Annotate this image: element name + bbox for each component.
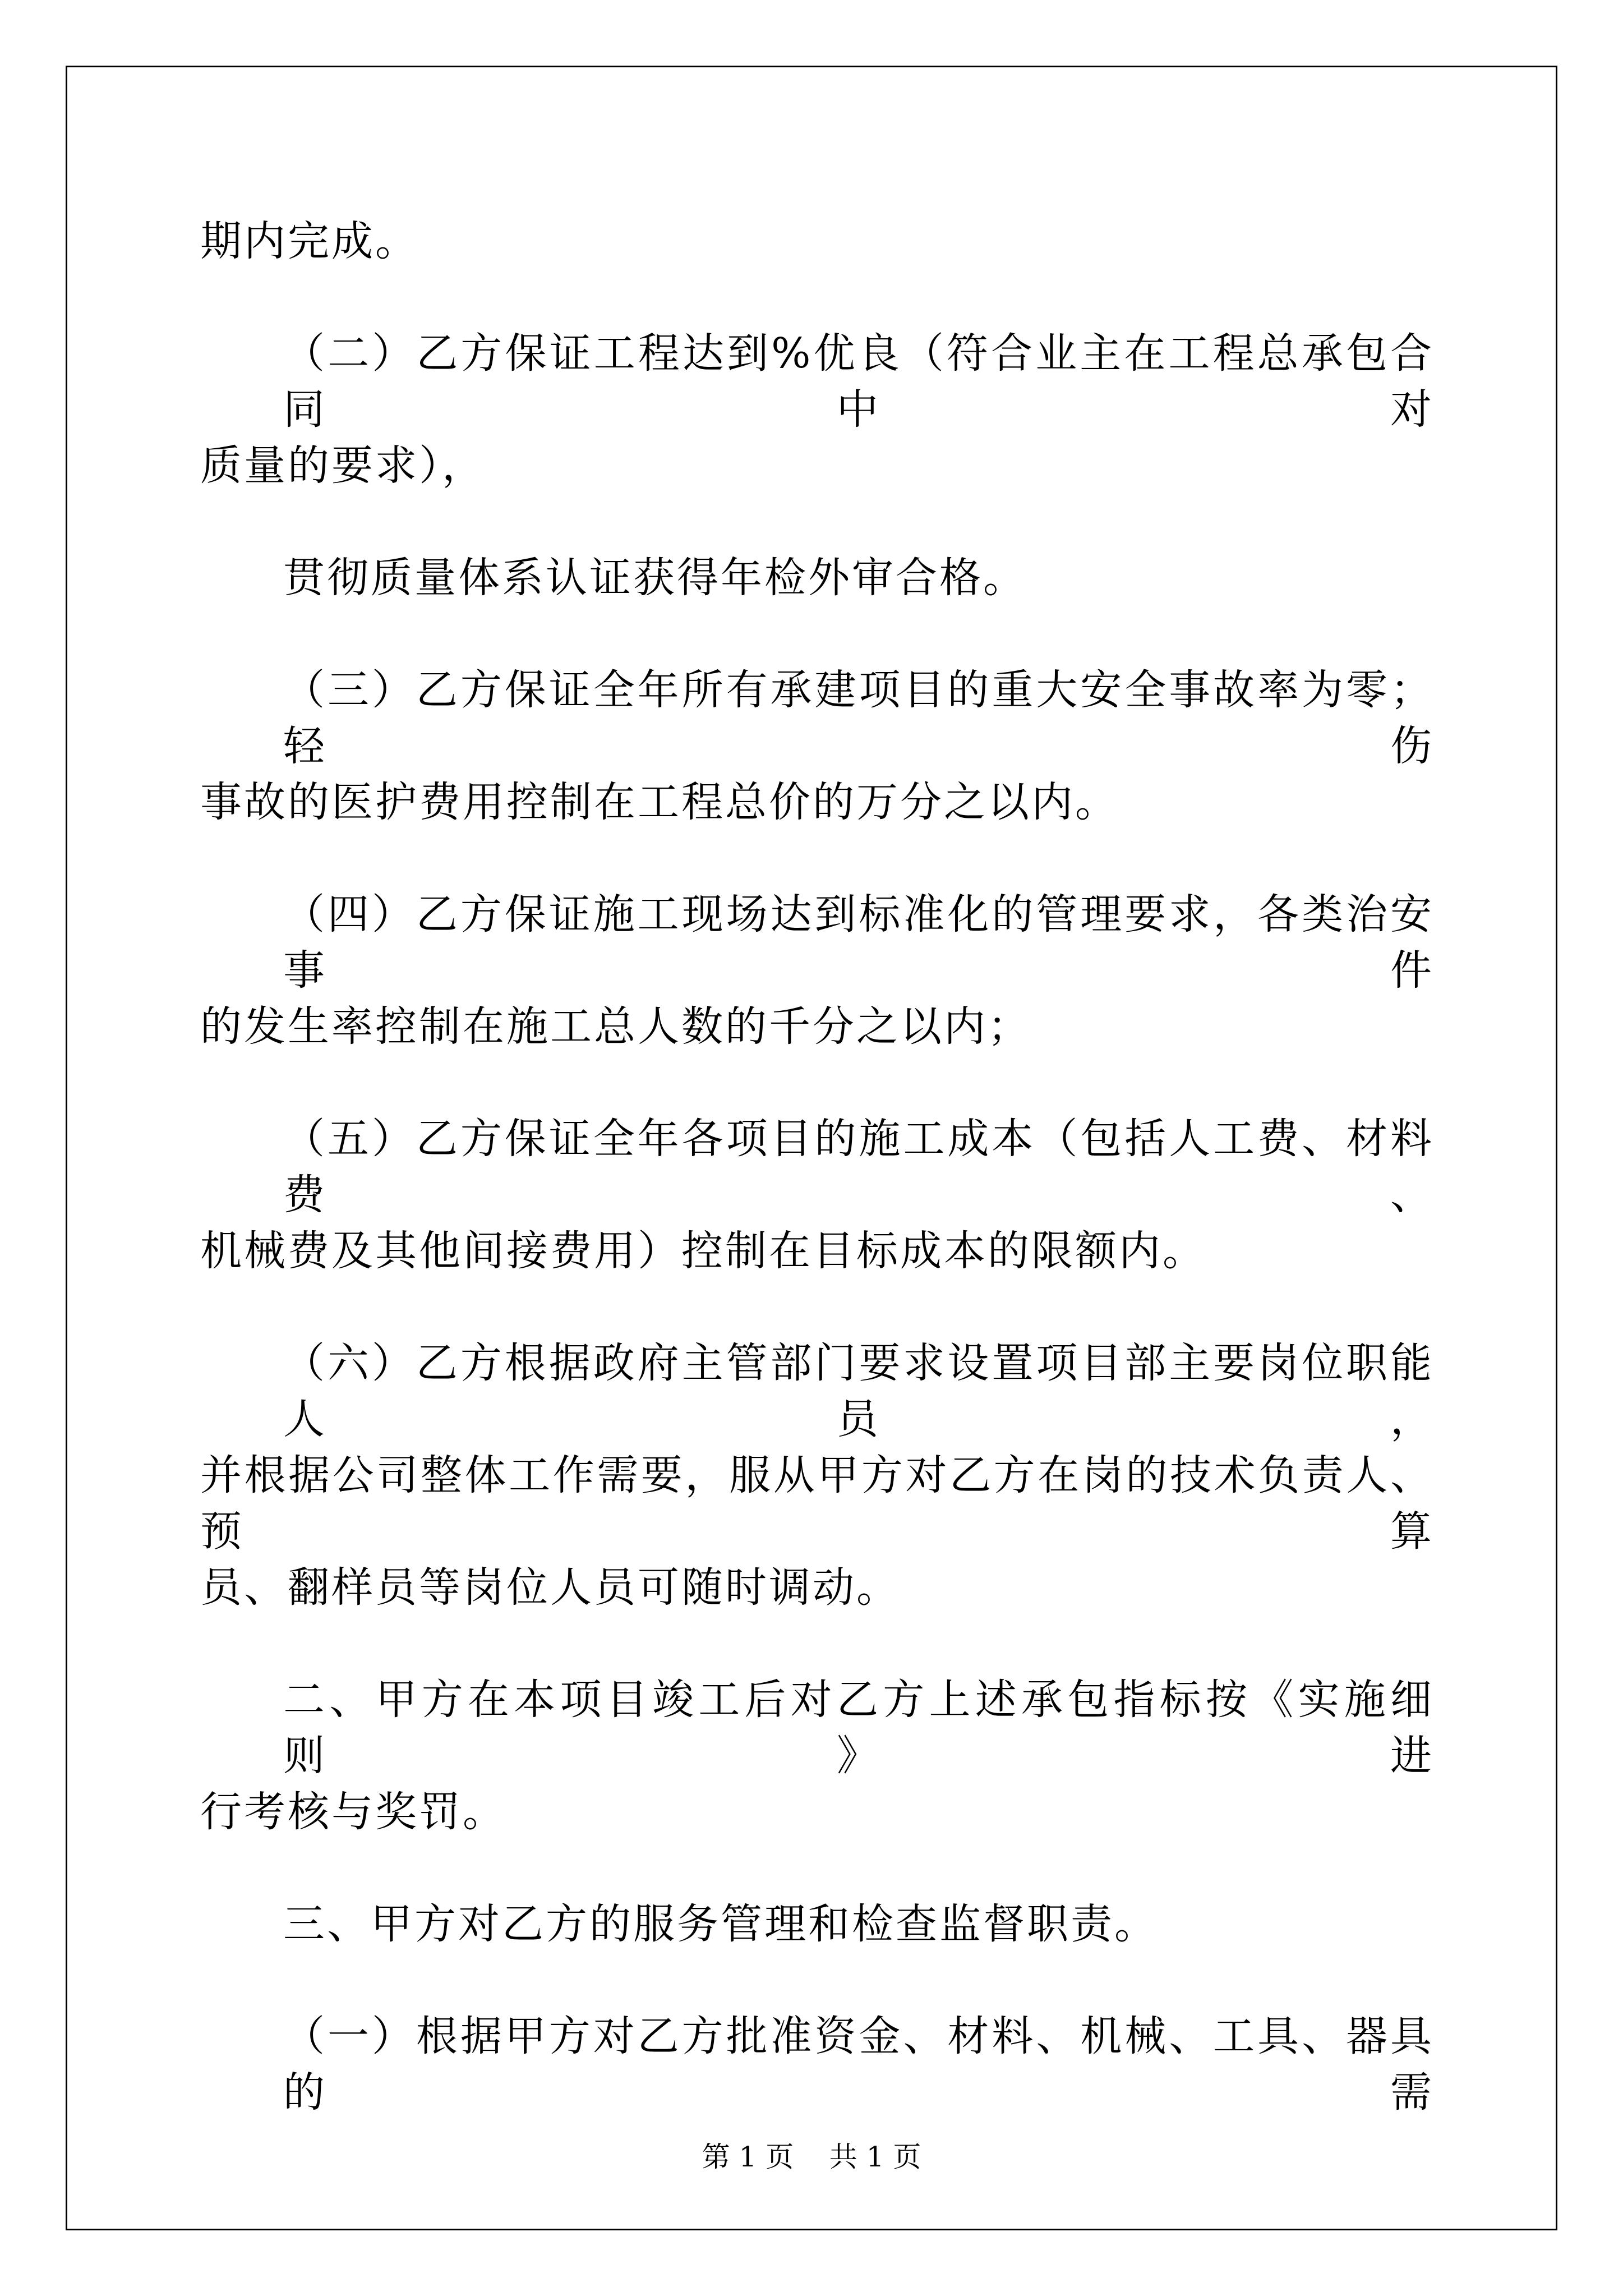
- text-line: 三、甲方对乙方的服务管理和检查监督职责。: [283, 1900, 1158, 1948]
- text-line: 事故的医护费用控制在工程总价的万分之以内。: [200, 778, 1119, 826]
- page-footer: 第 1 页 共 1 页: [702, 2141, 921, 2173]
- text-line: （一）根据甲方对乙方批准资金、材料、机械、工具、器具的需: [283, 2012, 1434, 2116]
- text-line: 员、翻样员等岗位人员可随时调动。: [200, 1563, 900, 1612]
- text-line: （六）乙方根据政府主管部门要求设置项目部主要岗位职能人员，: [283, 1339, 1434, 1443]
- text-line: 的发生率控制在施工总人数的千分之以内；: [200, 1002, 1031, 1051]
- text-line: 并根据公司整体工作需要，服从甲方对乙方在岗的技术负责人、预算: [200, 1451, 1434, 1556]
- text-line: （四）乙方保证施工现场达到标准化的管理要求，各类治安事件: [283, 890, 1434, 995]
- text-line: 期内完成。: [200, 217, 419, 265]
- text-line: 二、甲方在本项目竣工后对乙方上述承包指标按《实施细则》进: [283, 1676, 1434, 1780]
- text-line: 机械费及其他间接费用）控制在目标成本的限额内。: [200, 1227, 1206, 1275]
- text-line: （二）乙方保证工程达到%优良（符合业主在工程总承包合同中对: [283, 329, 1434, 434]
- text-line: 质量的要求），: [200, 441, 486, 490]
- text-line: （五）乙方保证全年各项目的施工成本（包括人工费、材料费、: [283, 1115, 1434, 1219]
- text-line: （三）乙方保证全年所有承建项目的重大安全事故率为零；轻伤: [283, 666, 1434, 770]
- text-line: 贯彻质量体系认证获得年检外审合格。: [283, 554, 1027, 602]
- text-line: 行考核与奖罚。: [200, 1788, 506, 1836]
